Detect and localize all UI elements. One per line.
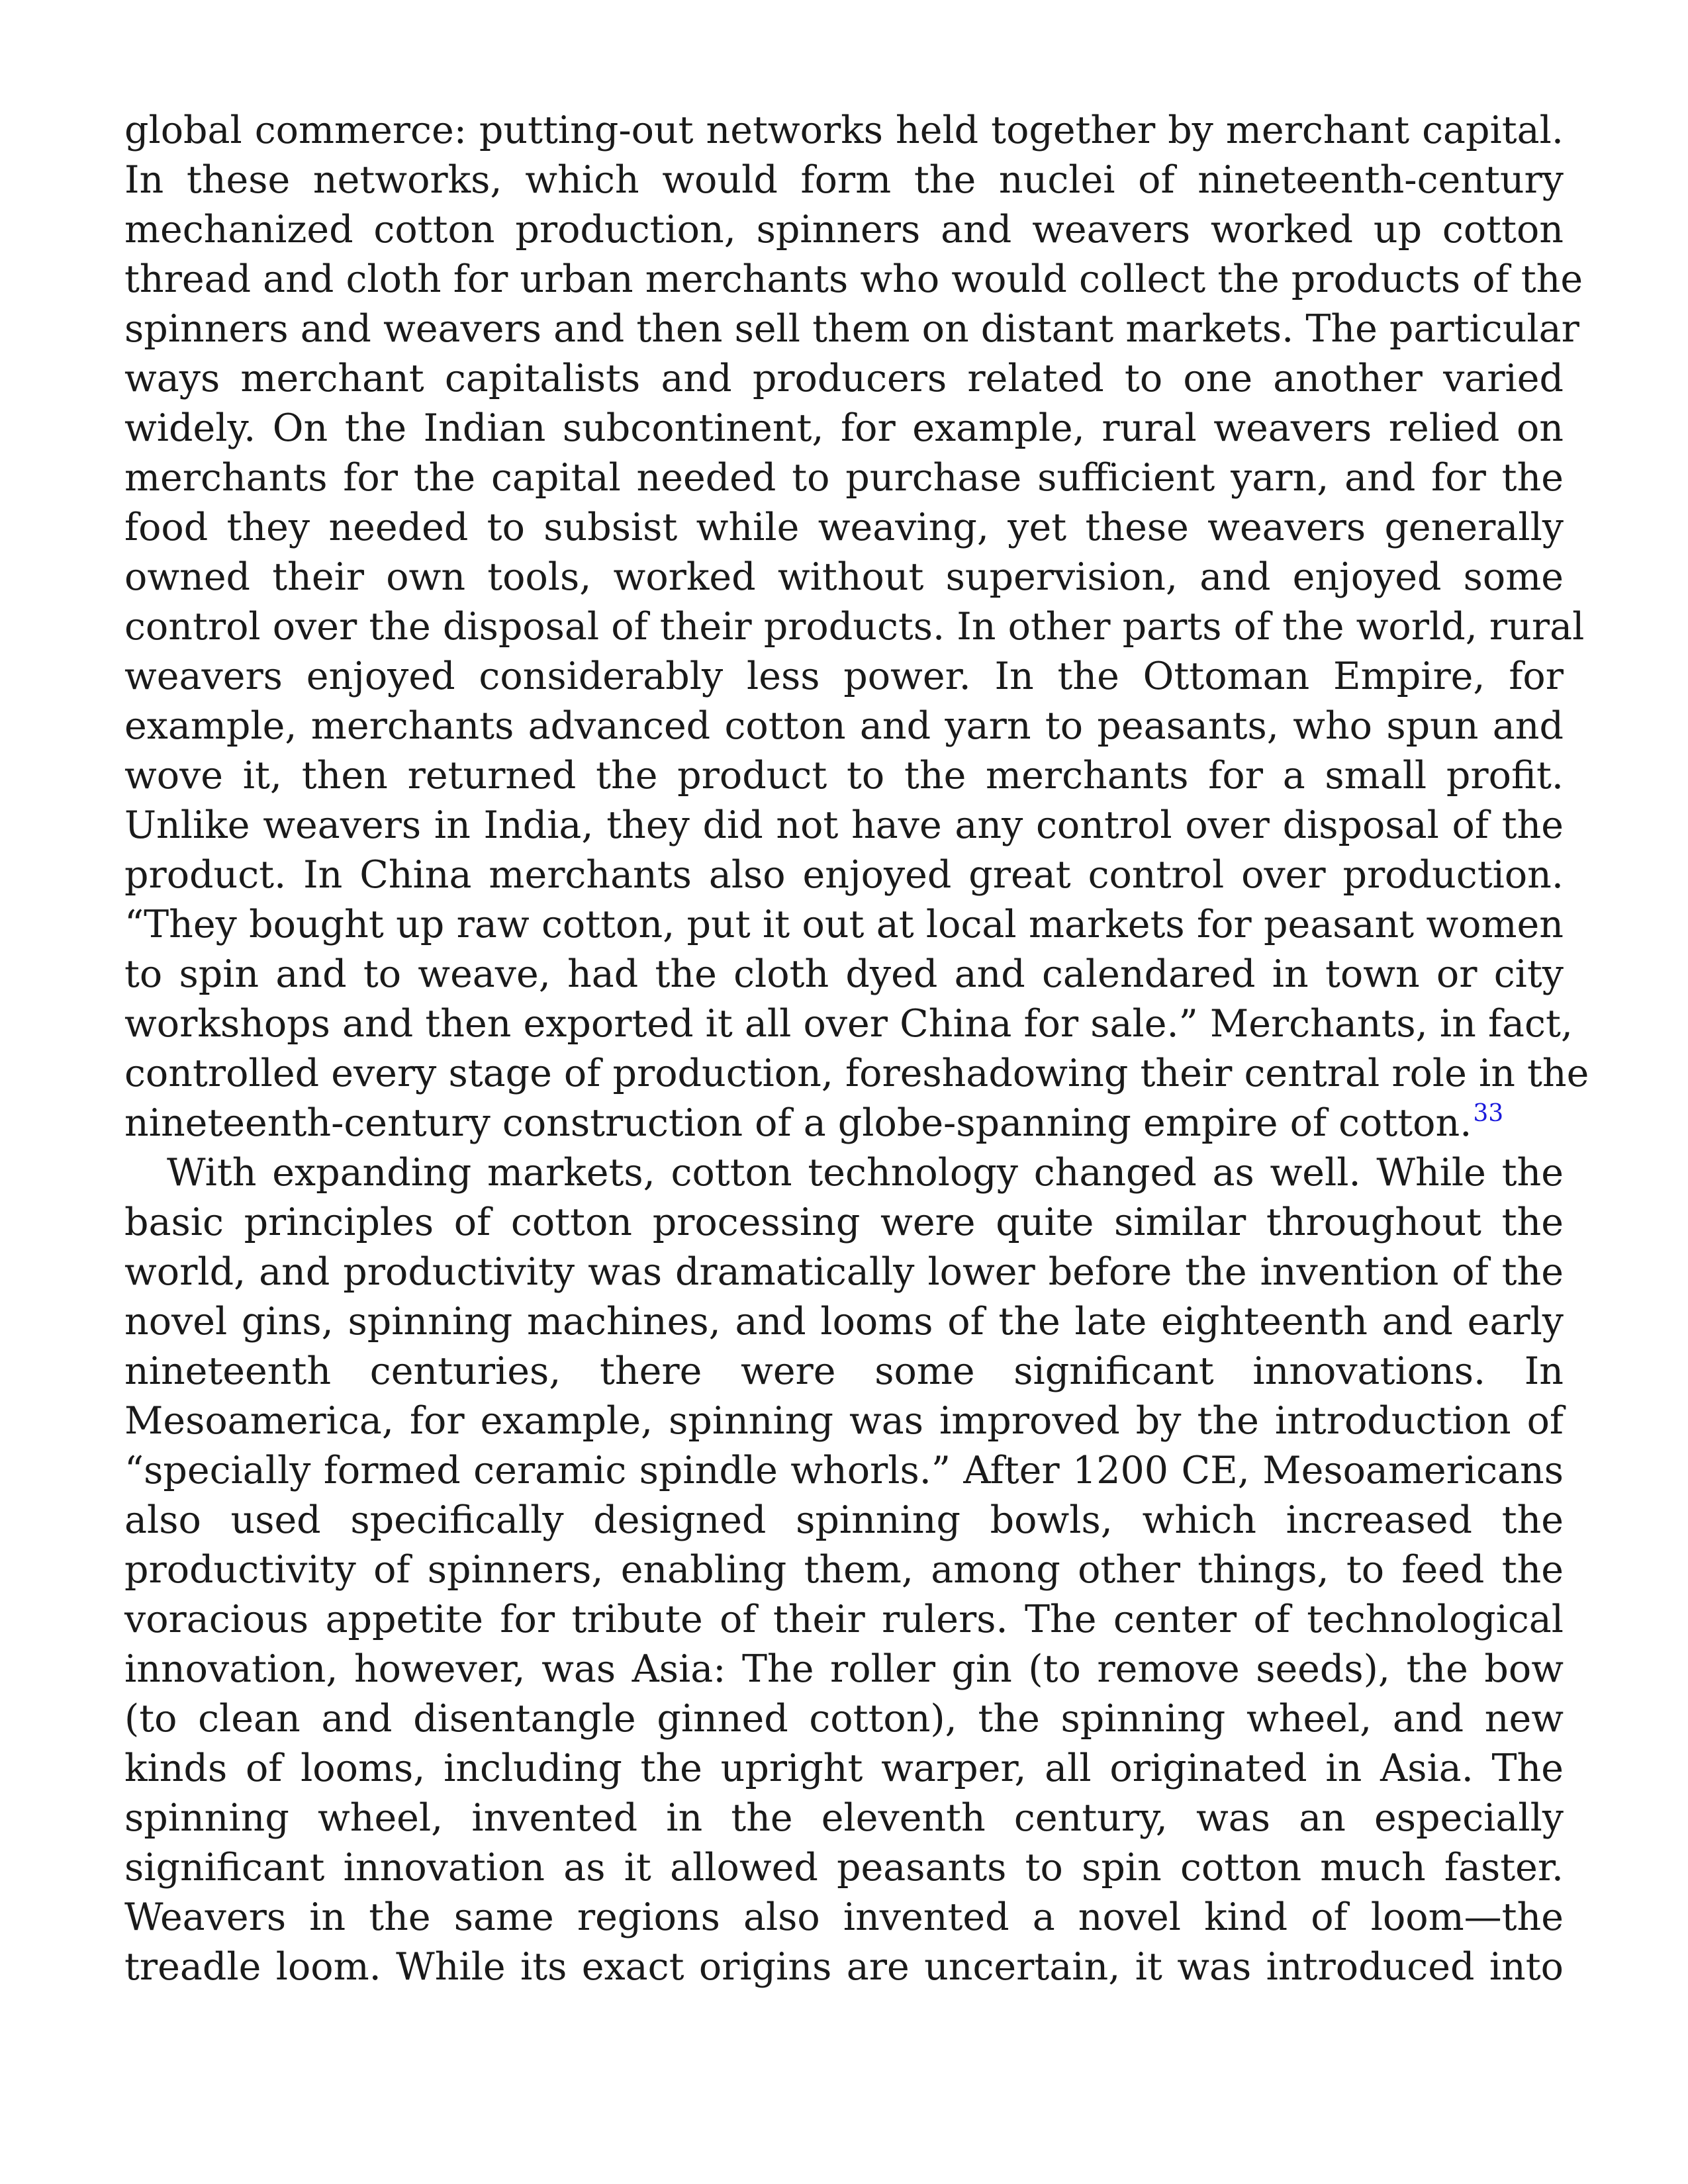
text-line: workshops and then exported it all over China for sale.” Merchants, in fact,	[124, 1002, 1573, 1046]
text-line: basic principles of cotton processing were quite similar throughout the	[124, 1201, 1564, 1244]
text-line: ways merchant capitalists and producers related to one another varied	[124, 357, 1564, 400]
text-line: product. In China merchants also enjoyed great control over production.	[124, 853, 1564, 897]
text-line: kinds of looms, including the upright warper, all originated in Asia. The	[124, 1747, 1564, 1790]
text-line: to spin and to weave, had the cloth dyed and calendared in town or city	[124, 952, 1564, 996]
text-line: spinners and weavers and then sell them on distant markets. The particular	[124, 307, 1579, 351]
text-line: productivity of spinners, enabling them, among other things, to feed the	[124, 1548, 1564, 1592]
text-line: merchants for the capital needed to purchase sufficient yarn, and for the	[124, 456, 1564, 500]
text-line-last	[124, 1099, 1564, 1148]
text-line: also used specifically designed spinning bowls, which increased the	[124, 1498, 1564, 1542]
page-body	[124, 106, 1589, 1992]
text-line: nineteenth centuries, there were some significant innovations. In	[124, 1349, 1564, 1393]
text-line: wove it, then returned the product to the merchants for a small profit.	[124, 754, 1564, 797]
text-line-content: nineteenth-century construction of a globe-spanning empire of cotton.	[124, 1101, 1472, 1145]
text-line: control over the disposal of their products. In other parts of the world, rural	[124, 605, 1585, 649]
text-line: global commerce: putting-out networks held together by merchant capital.	[124, 109, 1564, 152]
footnote-link[interactable]: 33	[1473, 1100, 1504, 1127]
text-line: thread and cloth for urban merchants who would collect the products of the	[124, 257, 1583, 301]
text-line: food they needed to subsist while weaving, yet these weavers generally	[124, 506, 1564, 549]
paragraph-2	[124, 1148, 1564, 1992]
paragraph-1	[124, 106, 1589, 1148]
text-line: significant innovation as it allowed peasants to spin cotton much faster.	[124, 1846, 1564, 1889]
text-line: innovation, however, was Asia: The roller gin (to remove seeds), the bow	[124, 1647, 1564, 1691]
text-line: “They bought up raw cotton, put it out at local markets for peasant women	[124, 903, 1564, 946]
text-line: Unlike weavers in India, they did not have any control over disposal of the	[124, 803, 1564, 847]
text-line: world, and productivity was dramatically lower before the invention of the	[124, 1250, 1564, 1294]
text-line: novel gins, spinning machines, and looms of the late eighteenth and early	[124, 1300, 1564, 1343]
text-line: (to clean and disentangle ginned cotton), the spinning wheel, and new	[124, 1697, 1564, 1741]
text-line: “specially formed ceramic spindle whorls.” After 1200 CE, Mesoamericans	[124, 1449, 1564, 1492]
text-line: treadle loom. While its exact origins are uncertain, it was introduced into	[124, 1945, 1564, 1989]
text-line: In these networks, which would form the nuclei of nineteenth-century	[124, 158, 1564, 202]
text-line: controlled every stage of production, foreshadowing their central role in the	[124, 1052, 1589, 1095]
text-line-first: With expanding markets, cotton technology changed as well. While the	[167, 1151, 1564, 1195]
text-line: voracious appetite for tribute of their rulers. The center of technological	[124, 1598, 1564, 1641]
text-line: Mesoamerica, for example, spinning was improved by the introduction of	[124, 1399, 1564, 1443]
text-line: mechanized cotton production, spinners and weavers worked up cotton	[124, 208, 1564, 251]
text-line: weavers enjoyed considerably less power. In the Ottoman Empire, for	[124, 655, 1564, 698]
text-line: Weavers in the same regions also invented a novel kind of loom—the	[124, 1895, 1564, 1939]
text-line: owned their own tools, worked without supervision, and enjoyed some	[124, 555, 1564, 599]
text-line: widely. On the Indian subcontinent, for example, rural weavers relied on	[124, 406, 1564, 450]
text-line: spinning wheel, invented in the eleventh century, was an especially	[124, 1796, 1564, 1840]
text-line: example, merchants advanced cotton and yarn to peasants, who spun and	[124, 704, 1564, 748]
